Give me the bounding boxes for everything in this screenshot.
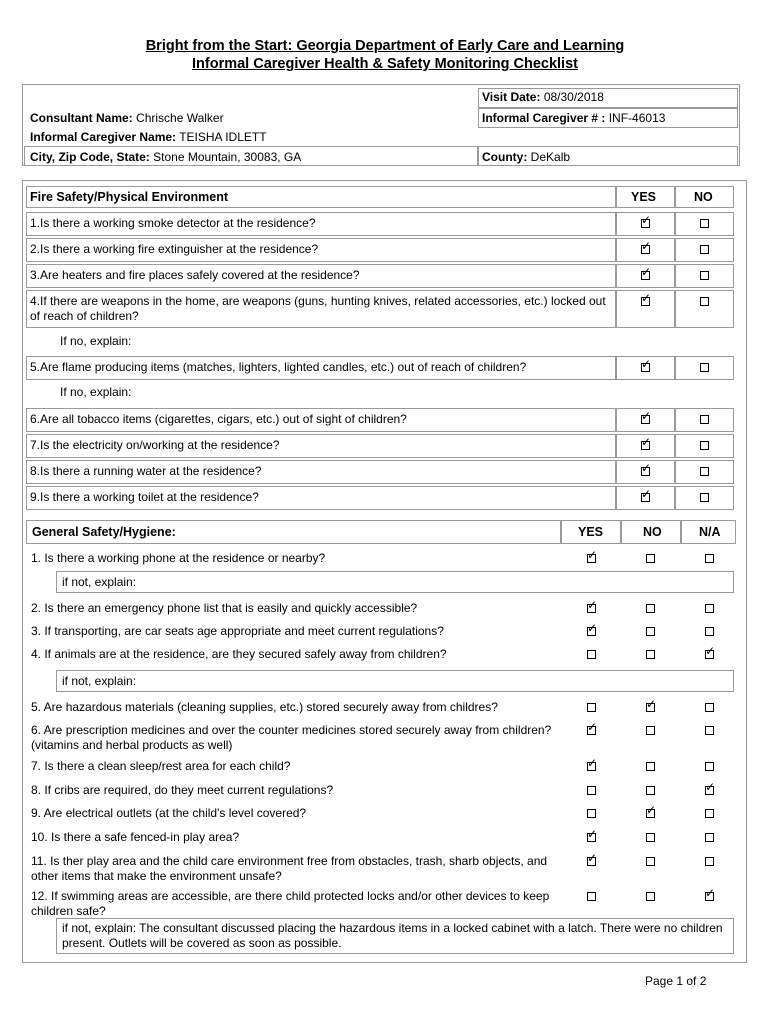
fire-explain-5: If no, explain:	[60, 385, 132, 399]
general-no-checkbox[interactable]	[646, 554, 655, 563]
general-na-header: N/A	[699, 525, 721, 539]
fire-question: 6.Are all tobacco items (cigarettes, cigars, etc.) out of sight of children?	[30, 412, 407, 426]
general-yes-checkbox[interactable]	[587, 604, 596, 613]
general-question: 1. Is there a working phone at the residence or nearby?	[31, 551, 326, 565]
fire-yes-checkbox[interactable]	[641, 415, 650, 424]
general-no-checkbox[interactable]	[646, 857, 655, 866]
fire-yes-checkbox[interactable]	[641, 245, 650, 254]
general-yes-checkbox[interactable]	[587, 892, 596, 901]
fire-question: 2.Is there a working fire extinguisher at the residence?	[30, 242, 319, 256]
fire-no-checkbox[interactable]	[700, 415, 709, 424]
general-na-checkbox[interactable]	[705, 726, 714, 735]
fire-no-checkbox[interactable]	[700, 297, 709, 306]
general-question: 8. If cribs are required, do they meet current regulations?	[31, 783, 334, 797]
general-explain-1: if not, explain:	[62, 575, 137, 589]
general-question: 7. Is there a clean sleep/rest area for each child?	[31, 759, 291, 773]
general-na-checkbox[interactable]	[705, 786, 714, 795]
general-explain-4: if not, explain:	[62, 674, 137, 688]
general-yes-checkbox[interactable]	[587, 786, 596, 795]
fire-yes-checkbox[interactable]	[641, 363, 650, 372]
fire-question: 3.Are heaters and fire places safely covered at the residence?	[30, 268, 360, 282]
general-no-checkbox[interactable]	[646, 809, 655, 818]
caregiver-name: Informal Caregiver Name: TEISHA IDLETT	[30, 130, 267, 144]
fire-no-checkbox[interactable]	[700, 467, 709, 476]
general-na-checkbox[interactable]	[705, 703, 714, 712]
county: County: DeKalb	[482, 150, 571, 164]
general-no-checkbox[interactable]	[646, 833, 655, 842]
general-question: 10. Is there a safe fenced-in play area?	[31, 830, 240, 844]
general-yes-checkbox[interactable]	[587, 703, 596, 712]
general-no-checkbox[interactable]	[646, 703, 655, 712]
fire-question: 1.Is there a working smoke detector at the residence?	[30, 216, 316, 230]
fire-yes-checkbox[interactable]	[641, 297, 650, 306]
general-question: 12. If swimming areas are accessible, are there child protected locks and/or other devices to keep children safe?	[31, 889, 550, 918]
fire-yes-checkbox[interactable]	[641, 271, 650, 280]
general-na-checkbox[interactable]	[705, 554, 714, 563]
general-heading: General Safety/Hygiene:	[32, 525, 176, 539]
general-no-checkbox[interactable]	[646, 786, 655, 795]
general-yes-checkbox[interactable]	[587, 554, 596, 563]
general-question: 4. If animals are at the residence, are they secured safely away from children?	[31, 647, 447, 661]
fire-no-checkbox[interactable]	[700, 219, 709, 228]
fire-explain-4: If no, explain:	[60, 334, 132, 348]
fire-no-checkbox[interactable]	[700, 493, 709, 502]
document-title: Bright from the Start: Georgia Department of Early Care and Learning	[145, 38, 625, 54]
visit-date: Visit Date: 08/30/2018	[482, 90, 604, 104]
city-zip-state: City, Zip Code, State: Stone Mountain, 30083, GA	[30, 150, 302, 164]
fire-yes-header: YES	[631, 190, 657, 204]
general-na-checkbox[interactable]	[705, 892, 714, 901]
general-yes-checkbox[interactable]	[587, 809, 596, 818]
general-no-header: NO	[643, 525, 662, 539]
caregiver-number: Informal Caregiver # : INF-46013	[482, 111, 666, 125]
general-no-checkbox[interactable]	[646, 762, 655, 771]
general-yes-checkbox[interactable]	[587, 833, 596, 842]
general-yes-checkbox[interactable]	[587, 726, 596, 735]
general-no-checkbox[interactable]	[646, 627, 655, 636]
document-subtitle: Informal Caregiver Health & Safety Monitoring Checklist	[192, 56, 578, 72]
general-na-checkbox[interactable]	[705, 857, 714, 866]
general-final-explain: if not, explain: The consultant discussed placing the hazardous items in a locked cabinet with a latch. There were no children present. Outlets will be covered as soon as possible.	[62, 921, 723, 950]
general-question: 3. If transporting, are car seats age appropriate and meet current regulations?	[31, 624, 444, 638]
general-no-checkbox[interactable]	[646, 892, 655, 901]
fire-no-cell	[675, 290, 734, 328]
general-yes-checkbox[interactable]	[587, 857, 596, 866]
fire-no-checkbox[interactable]	[700, 271, 709, 280]
general-na-checkbox[interactable]	[705, 604, 714, 613]
fire-yes-checkbox[interactable]	[641, 493, 650, 502]
general-na-checkbox[interactable]	[705, 809, 714, 818]
fire-yes-checkbox[interactable]	[641, 467, 650, 476]
general-no-checkbox[interactable]	[646, 604, 655, 613]
fire-question: 8.Is there a running water at the residence?	[30, 464, 262, 478]
consultant-name: Consultant Name: Chrische Walker	[30, 111, 224, 125]
general-na-checkbox[interactable]	[705, 650, 714, 659]
general-na-checkbox[interactable]	[705, 833, 714, 842]
general-na-checkbox[interactable]	[705, 762, 714, 771]
general-yes-header: YES	[578, 525, 604, 539]
fire-no-header: NO	[694, 190, 713, 204]
fire-question: 9.Is there a working toilet at the residence?	[30, 490, 259, 504]
general-yes-checkbox[interactable]	[587, 762, 596, 771]
fire-no-checkbox[interactable]	[700, 441, 709, 450]
general-question: 9. Are electrical outlets (at the child's level covered?	[31, 806, 307, 820]
general-no-checkbox[interactable]	[646, 726, 655, 735]
general-yes-checkbox[interactable]	[587, 650, 596, 659]
general-question: 6. Are prescription medicines and over the counter medicines stored securely away from children? (vitamins and herbal products as well)	[31, 723, 552, 752]
fire-safety-heading: Fire Safety/Physical Environment	[30, 190, 228, 204]
general-question: 5. Are hazardous materials (cleaning supplies, etc.) stored securely away from childres?	[31, 700, 498, 714]
fire-question: 5.Are flame producing items (matches, lighters, lighted candles, etc.) out of reach of children?	[30, 360, 527, 374]
general-na-checkbox[interactable]	[705, 627, 714, 636]
fire-no-checkbox[interactable]	[700, 245, 709, 254]
general-question: 11. Is ther play area and the child care environment free from obstacles, trash, sharb objects, and other items that make the environment unsafe?	[31, 854, 548, 883]
page-number: Page 1 of 2	[645, 974, 707, 988]
general-question: 2. Is there an emergency phone list that is easily and quickly accessible?	[31, 601, 418, 615]
fire-question: 7.Is the electricity on/working at the residence?	[30, 438, 280, 452]
fire-yes-checkbox[interactable]	[641, 219, 650, 228]
fire-question: 4.If there are weapons in the home, are weapons (guns, hunting knives, related accessories, etc.) locked out of reach of children?	[30, 294, 606, 323]
general-explain-box-4	[56, 670, 734, 692]
general-no-checkbox[interactable]	[646, 650, 655, 659]
general-explain-box-1	[56, 571, 734, 593]
fire-yes-checkbox[interactable]	[641, 441, 650, 450]
general-yes-checkbox[interactable]	[587, 627, 596, 636]
fire-no-checkbox[interactable]	[700, 363, 709, 372]
